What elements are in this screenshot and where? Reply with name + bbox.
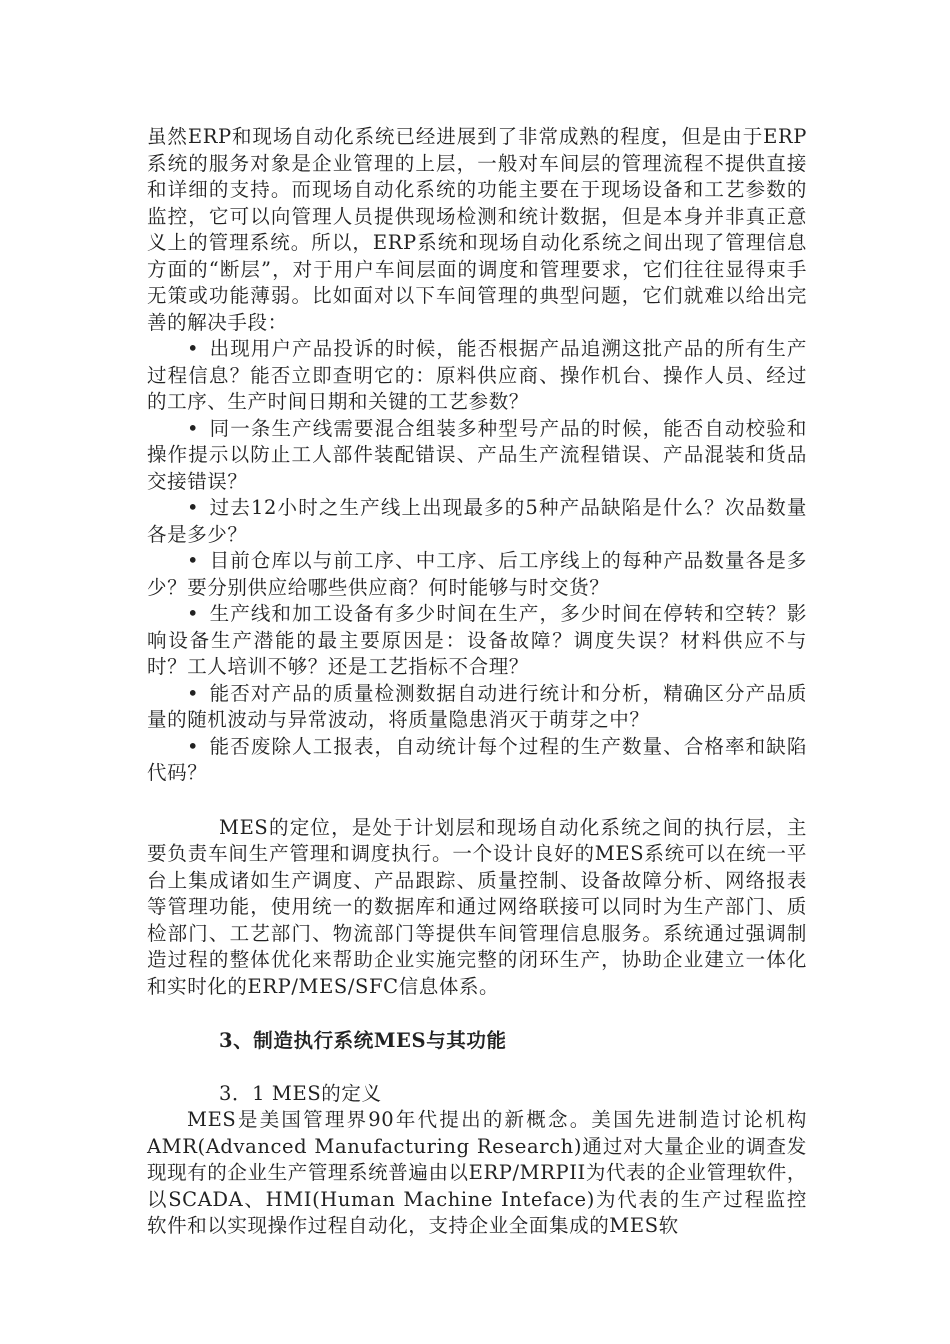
- mes-positioning-paragraph: MES的定位，是处于计划层和现场自动化系统之间的执行层，主要负责车间生产管理和调度执行。一个设计良好的MES系统可以在统一平台上集成诸如生产调度、产品跟踪、质量控制、设备故障分析、网络报表等管理功能，使用统一的数据库和通过网络联接可以同时为生产部门、质检部门、工艺部门、物流部门等提供车间管理信息服务。系统通过强调制造过程的整体优化来帮助企业实施完整的闭环生产，协助企业建立一体化和实时化的ERP/MES/SFC信息体系。: [147, 815, 807, 998]
- bullet-text: 生产线和加工设备有多少时间在生产，多少时间在停转和空转？影响设备生产潜能的最主要原因是：设备故障？调度失误？材料供应不与时？工人培训不够？还是工艺指标不合理？: [147, 602, 807, 678]
- bullet-item-1: [147, 336, 807, 416]
- bullet-text: 目前仓库以与前工序、中工序、后工序线上的每种产品数量各是多少？要分别供应给哪些供应商？何时能够与时交货？: [147, 549, 807, 599]
- subsection-heading: 3．1 MES的定义: [219, 1081, 382, 1105]
- bullet-item-7: [147, 734, 807, 787]
- bullet-dot: •: [187, 416, 200, 440]
- bullet-dot: •: [187, 337, 200, 360]
- bullet-text: 过去12小时之生产线上出现最多的5种产品缺陷是什么？次品数量各是多少？: [147, 496, 807, 546]
- definition-paragraph: MES是美国管理界90年代提出的新概念。美国先进制造讨论机构AMR(Advanced Manufacturing Research)通过对大量企业的调查发现现有的企业生产管理系统普遍由以ERP/MRPII为代表的企业管理软件，以SCADA、HMI(Human Machine Inteface)为代表的生产过程监控软件和以实现操作过程自动化，支持企业全面集成的MES软: [147, 1108, 807, 1237]
- bullet-item-5: [147, 601, 807, 681]
- intro-paragraph: 虽然ERP和现场自动化系统已经进展到了非常成熟的程度，但是由于ERP系统的服务对象是企业管理的上层，一般对车间层的管理流程不提供直接和详细的支持。而现场自动化系统的功能主要在于现场设备和工艺参数的监控，它可以向管理人员提供现场检测和统计数据，但是本身并非真正意义上的管理系统。所以，ERP系统和现场自动化系统之间出现了管理信息方面的“断层”，对于用户车间层面的调度和管理要求，它们往往显得束手无策或功能薄弱。比如面对以下车间管理的典型问题，它们就难以给出完善的解决手段：: [147, 125, 807, 334]
- bullet-text: 同一条生产线需要混合组装多种型号产品的时候，能否自动校验和操作提示以防止工人部件装配错误、产品生产流程错误、产品混装和货品交接错误？: [147, 416, 807, 493]
- bullet-item-6: [147, 681, 807, 734]
- bullet-dot: •: [187, 734, 200, 758]
- bullet-item-4: [147, 548, 807, 601]
- bullet-dot: •: [187, 549, 200, 572]
- bullet-dot: •: [187, 681, 200, 705]
- section-heading: 3、制造执行系统MES与其功能: [219, 1029, 507, 1052]
- bullet-text: 能否对产品的质量检测数据自动进行统计和分析，精确区分产品质量的随机波动与异常波动，将质量隐患消灭于萌芽之中？: [147, 681, 807, 731]
- bullet-dot: •: [187, 602, 200, 625]
- bullet-text: 出现用户产品投诉的时候，能否根据产品追溯这批产品的所有生产过程信息？能否立即查明它的：原料供应商、操作机台、操作人员、经过的工序、生产时间日期和关键的工艺参数？: [147, 337, 807, 413]
- bullet-text: 能否废除人工报表，自动统计每个过程的生产数量、合格率和缺陷代码？: [147, 734, 807, 784]
- bullet-dot: •: [187, 496, 200, 519]
- bullet-item-2: [147, 416, 807, 496]
- paragraph-gap: [147, 787, 807, 815]
- document-page: [147, 124, 807, 1240]
- bullet-item-3: [147, 495, 807, 548]
